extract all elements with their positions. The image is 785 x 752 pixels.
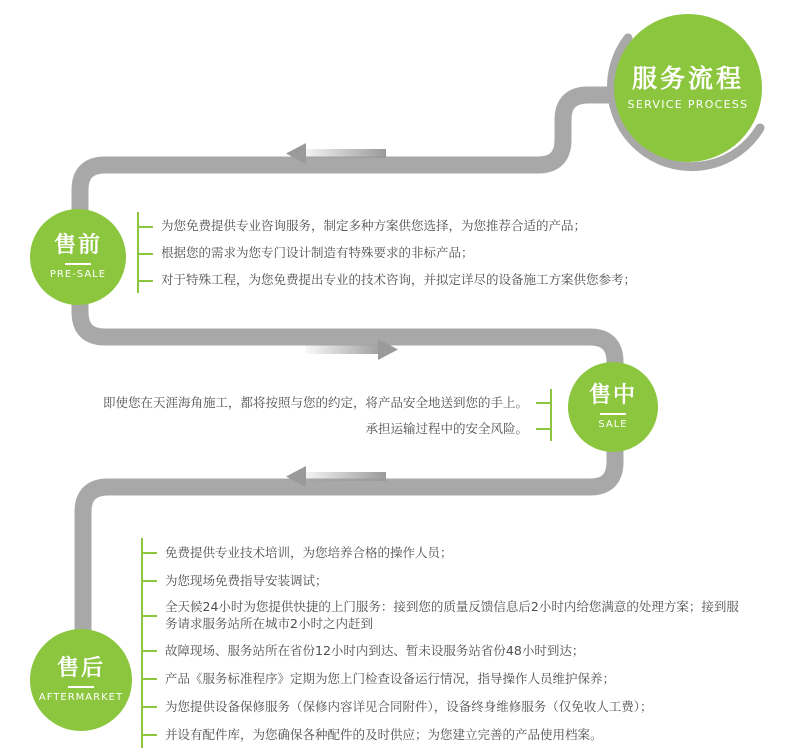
list-item [165,538,751,566]
stage-badge-aftermarket [30,629,132,731]
stage-content-sale [100,389,552,441]
list-item [100,415,528,441]
stage-badge-sale [568,362,658,452]
badge-divider [600,413,626,415]
stage-label-en-sale: SALE [598,419,628,431]
aftermarket-item-5: 产品《服务标准程序》定期为您上门检查设备运行情况，指导操作人员维护保养； [165,670,616,686]
sale-item-1: 即使您在天涯海角施工，都将按照与您的约定，将产品安全地送到您的手上。 [102,394,528,410]
pre-sale-item-3: 对于特殊工程，为您免费提出专业的技术咨询，并拟定详尽的设备施工方案供您参考； [161,272,637,287]
stage-label-en-pre-sale: PRE-SALE [49,269,107,281]
list-item [165,720,751,748]
stage-label-cn-sale: 售中 [588,382,637,408]
aftermarket-item-3: 全天候24小时为您提供快捷的上门服务：接到您的质量反馈信息后2小时内给您满意的处理方案；接到服务请求服务站所在城市2小时之内赶到 [165,599,739,631]
stage-label-cn-aftermarket: 售后 [56,655,105,681]
stage-label-cn-pre-sale: 售前 [53,232,102,258]
list-item [165,594,751,636]
list-item [161,266,677,293]
badge-divider [65,263,91,265]
badge-divider [68,686,94,688]
aftermarket-item-1: 免费提供专业技术培训，为您培养合格的操作人员； [165,544,453,560]
list-item [100,389,528,415]
stage-label-en-aftermarket: AFTERMARKET [38,692,124,704]
diagram-title-en: SERVICE PROCESS [627,97,749,111]
stage-badge-pre-sale [30,209,126,305]
stage-content-pre-sale [137,212,677,293]
list-item [165,664,751,692]
list-item [165,636,751,664]
aftermarket-item-6: 为您提供设备保修服务（保修内容详见合同附件），设备终身维修服务（仅免收人工费）； [165,698,653,714]
list-item [165,566,751,594]
list-item [165,692,751,720]
list-item [161,239,677,266]
diagram-title-badge [614,14,762,162]
pre-sale-item-1: 为您免费提供专业咨询服务，制定多种方案供您选择，为您推荐合适的产品； [161,218,587,233]
sale-item-2: 承担运输过程中的安全风险。 [365,420,528,436]
list-item [161,212,677,239]
aftermarket-item-4: 故障现场、服务站所在省份12小时内到达、暂未设服务站省份48小时到达； [165,642,585,658]
pre-sale-item-2: 根据您的需求为您专门设计制造有特殊要求的非标产品； [161,245,474,260]
diagram-title-cn: 服务流程 [631,64,744,94]
aftermarket-item-2: 为您现场免费指导安装调试； [165,572,328,588]
stage-content-aftermarket [141,538,751,748]
aftermarket-item-7: 并设有配件库，为您确保各种配件的及时供应；为您建立完善的产品使用档案。 [165,726,603,742]
